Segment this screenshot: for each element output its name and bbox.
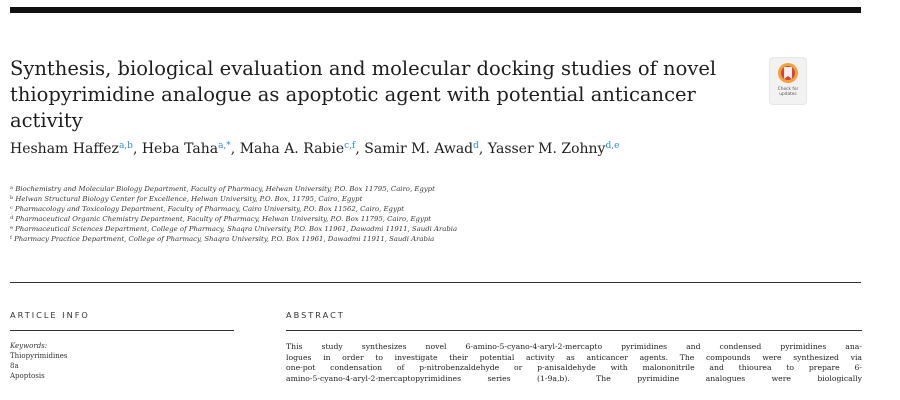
author-name[interactable]: Samir M. Awad [364, 141, 474, 157]
abstract-line: This study synthesizes novel 6-amino-5-cyano-4-aryl-2-mercapto pyrimidines and condensed pyrimidines ana- [286, 342, 862, 351]
keyword-list [10, 351, 210, 381]
author-affiliation-marks[interactable]: d,e [605, 141, 620, 151]
author-name[interactable]: Yasser M. Zohny [487, 141, 606, 157]
affiliation-text: Pharmacy Practice Department, College of Pharmacy, Shaqra University, P.O. Box 11961, Dawadmi 11911, Saudi Arabia [14, 235, 435, 243]
affiliation-text: Pharmacology and Toxicology Department, Faculty of Pharmacy, Cairo University, P.O. Box 11562, Cairo, Egypt [15, 205, 405, 213]
affiliation-item [10, 204, 870, 214]
author-affiliation-marks[interactable]: a,* [218, 141, 231, 151]
affiliation-text: Helwan Structural Biology Center for Excellence, Helwan University, P.O. Box, 11795, Cairo, Egypt [15, 195, 363, 203]
abstract-heading: ABSTRACT [286, 310, 345, 320]
affiliation-item [10, 234, 870, 244]
abstract-line: amino-5-cyano-4-aryl-2-mercaptopyrimidines series (1-9a,b). The pyrimidine analogues were biologically [286, 373, 862, 383]
affiliation-key: e [10, 225, 13, 231]
affiliation-item [10, 224, 870, 234]
author-separator: , [355, 141, 365, 157]
keyword-item[interactable]: 8a [10, 362, 19, 370]
author-name[interactable]: Heba Taha [141, 141, 219, 157]
author-list [10, 140, 870, 158]
affiliation-text: Pharmaceutical Organic Chemistry Department, Faculty of Pharmacy, Helwan University, P.O. Box 11795, Cairo, Egypt [15, 215, 432, 223]
affiliation-item [10, 194, 870, 204]
affiliation-item [10, 214, 870, 224]
affiliation-key: f [10, 235, 12, 241]
affiliation-list [10, 184, 870, 244]
affiliation-key: b [10, 195, 14, 201]
affiliation-item [10, 184, 870, 194]
author-affiliation-marks[interactable]: a,b [118, 141, 133, 151]
keyword-item[interactable]: Apoptosis [10, 372, 45, 380]
author-separator: , [478, 141, 488, 157]
abstract-line: logues in order to investigate their potential activity as anticancer agents. The compounds were synthesized via [286, 352, 862, 362]
abstract-line: one-pot condensation of p-nitrobenzaldehyde or p-anisaldehyde with malononitrile and thiourea to prepare 6- [286, 363, 862, 372]
author-affiliation-marks[interactable]: d [473, 141, 479, 151]
check-for-updates-icon [777, 62, 799, 86]
author-separator: , [230, 141, 240, 157]
author-separator: , [132, 141, 142, 157]
keyword-item[interactable]: Thiopyrimidines [10, 352, 68, 360]
abstract-body [286, 342, 862, 384]
check-for-updates-label: Check for updates [777, 87, 799, 97]
journal-header-bar [10, 7, 861, 13]
author-affiliation-marks[interactable]: c,f [344, 141, 356, 151]
article-title: Synthesis, biological evaluation and molecular docking studies of novel thiopyrimidine analogue as apoptotic agent with potential anticancer activity [10, 57, 717, 132]
author-name[interactable]: Hesham Haffez [10, 141, 119, 157]
abstract-divider [286, 330, 862, 331]
affiliation-text: Pharmaceutical Sciences Department, College of Pharmacy, Shaqra University, P.O. Box 11961, Dawadmi 11911, Saudi Arabia [15, 225, 458, 233]
affiliation-text: Biochemistry and Molecular Biology Department, Faculty of Pharmacy, Helwan University, P.O. Box 11795, Cairo, Egypt [15, 185, 435, 193]
affiliation-key: c [10, 205, 13, 211]
check-for-updates-badge[interactable] [770, 58, 806, 104]
affiliation-key: d [10, 215, 14, 221]
article-info-divider [10, 330, 234, 331]
section-divider [10, 282, 861, 283]
affiliation-key: a [10, 185, 13, 191]
keywords-label: Keywords: [10, 342, 48, 350]
article-info-heading: ARTICLE INFO [10, 310, 90, 320]
author-name[interactable]: Maha A. Rabie [239, 141, 345, 157]
